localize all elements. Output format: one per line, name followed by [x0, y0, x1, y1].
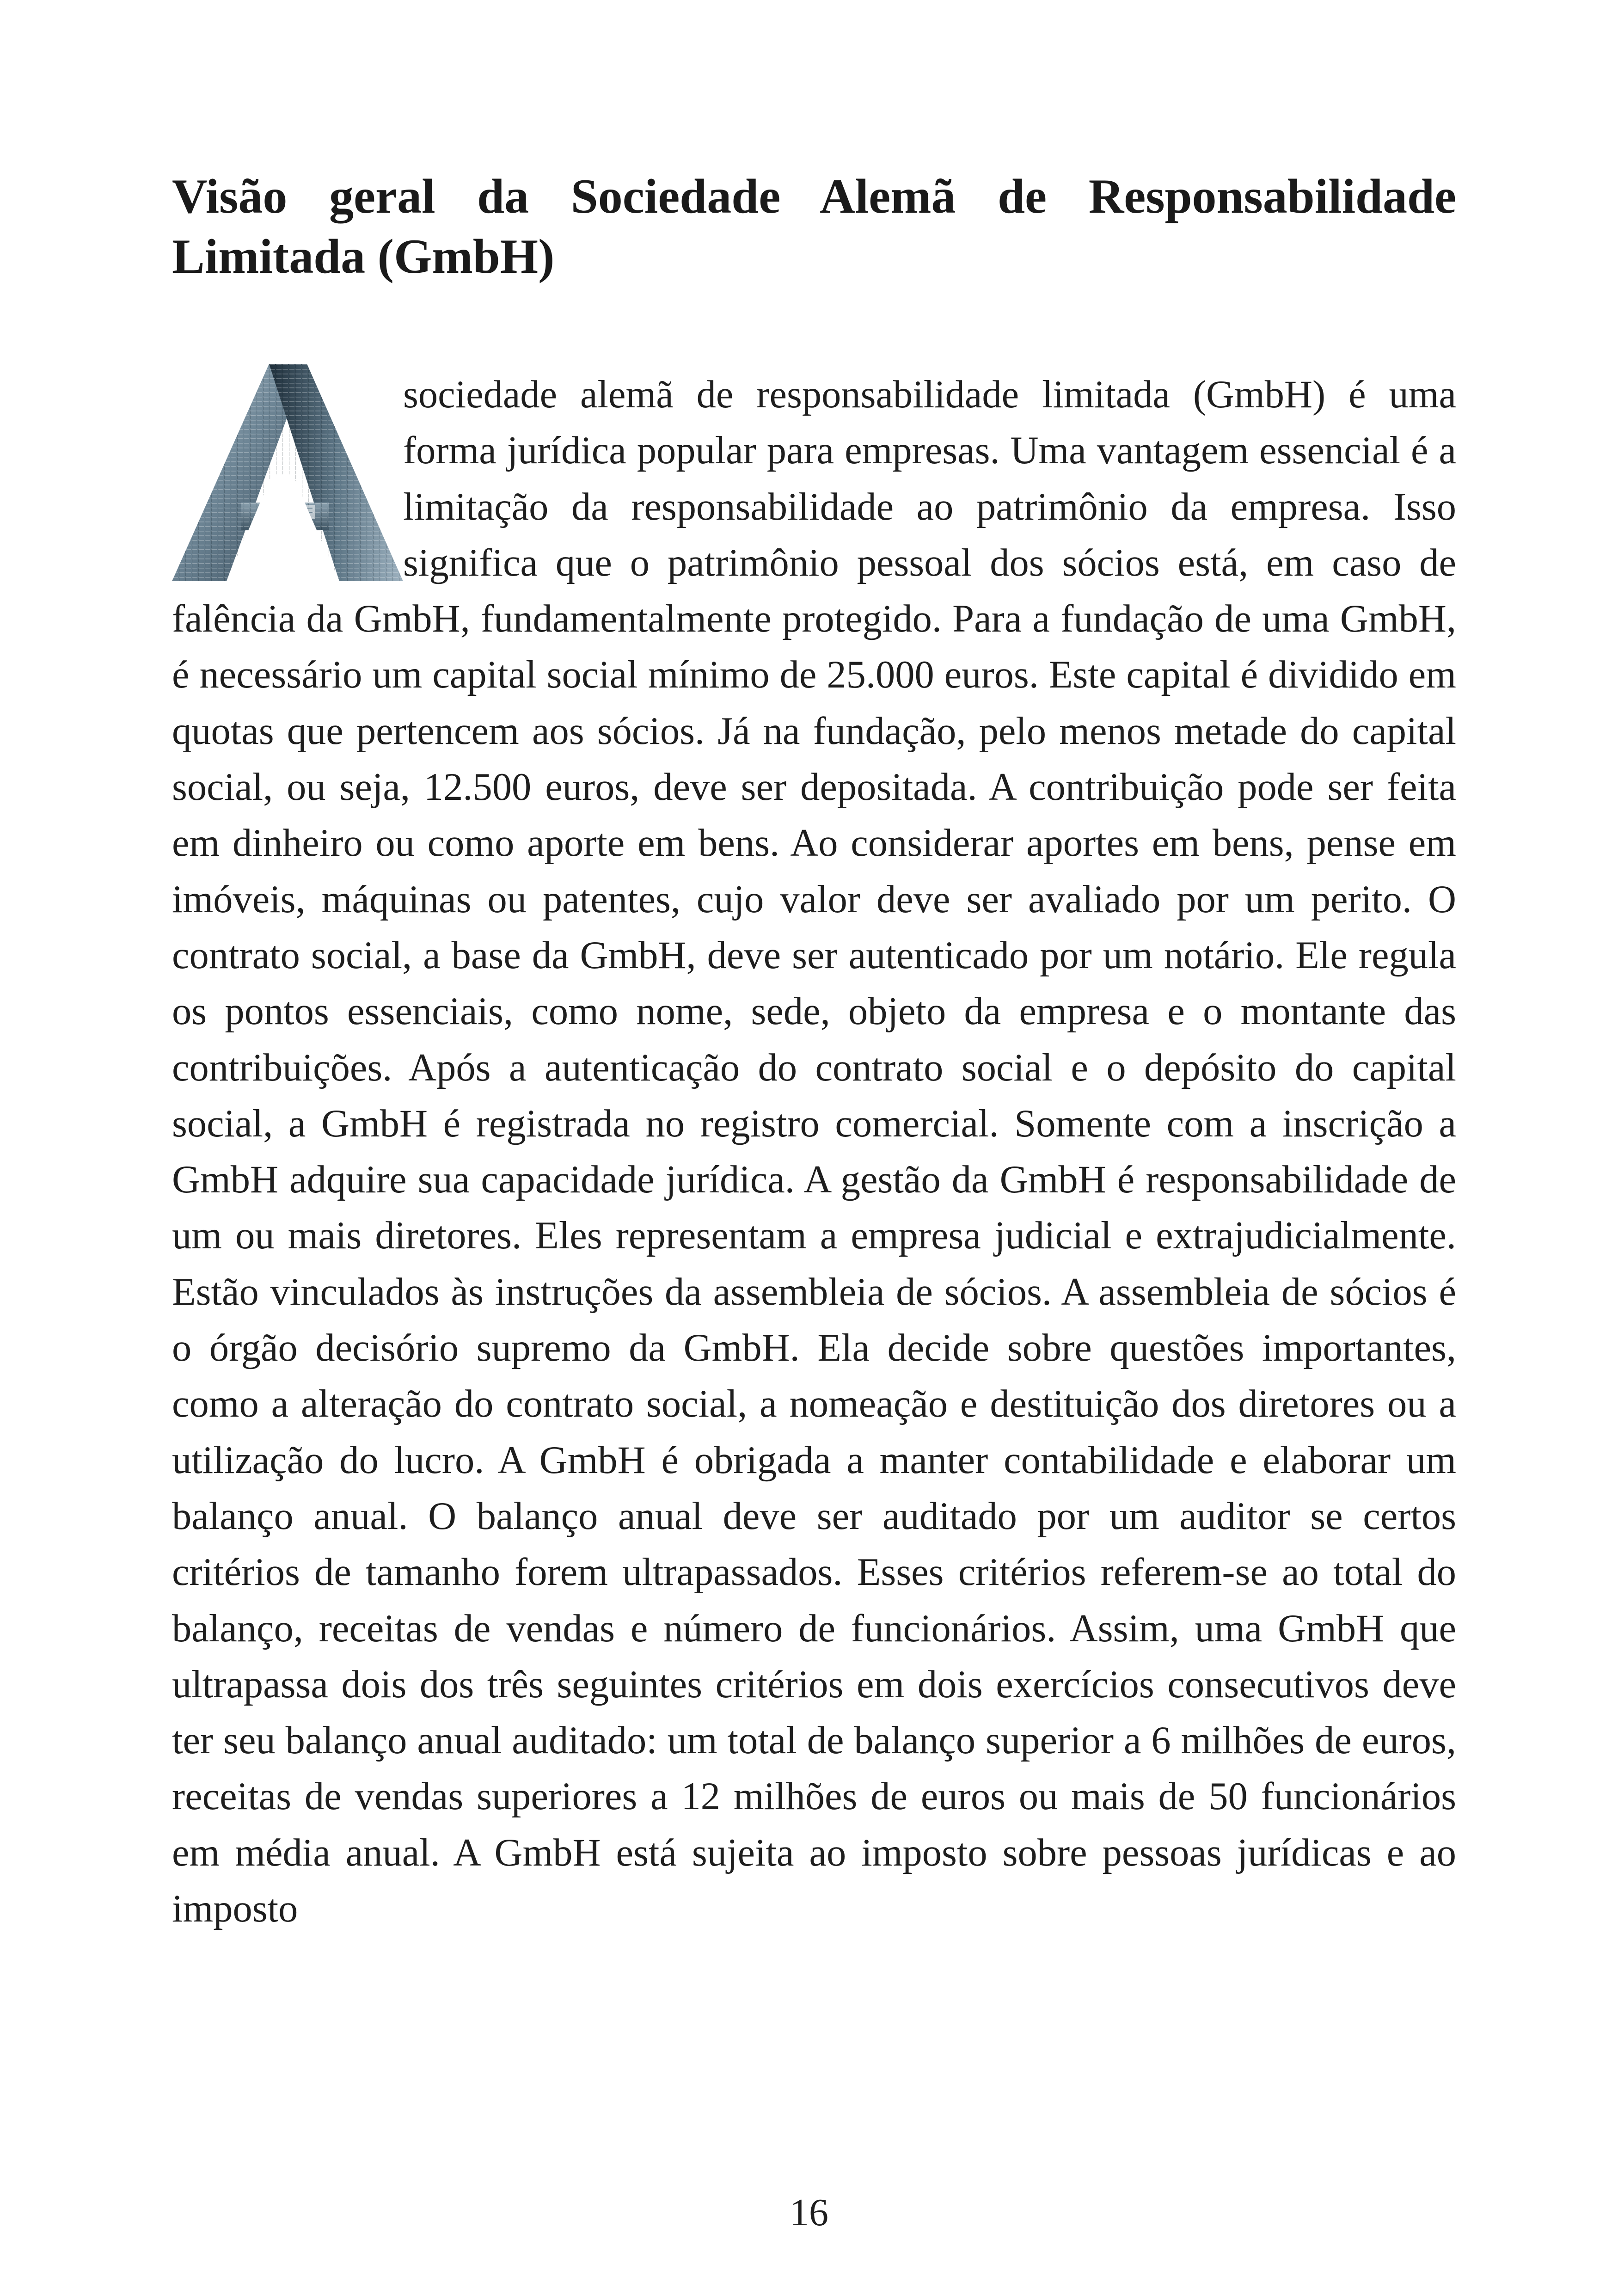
page-number: 16	[790, 2191, 828, 2234]
paragraph-text: sociedade alemã de responsabilidade limitada (GmbH) é uma forma jurídica popular para empresas. Uma vantagem essencial é a limitação da responsabilidade ao patrimônio da empresa. Isso significa que o patrimônio pessoal dos sócios está, em caso de falência da GmbH, fundamentalmente protegido. Para a fundação de uma GmbH, é necessário um capital social mínimo de 25.000 euros. Este capital é dividido em quotas que pertencem aos sócios. Já na fundação, pelo menos metade do capital social, ou seja, 12.500 euros, deve ser depositada. A contribuição pode ser feita em dinheiro ou como aporte em bens. Ao considerar aportes em bens, pense em imóveis, máquinas ou patentes, cujo valor deve ser avaliado por um perito. O contrato social, a base da GmbH, deve ser autenticado por um notário. Ele regula os pontos essenciais, como nome, sede, objeto da empresa e o montante das contribuições. Após a autenticação do contrato social e o depósito do capital social, a GmbH é registrada no registro comercial. Somente com a inscrição a GmbH adquire sua capacidade jurídica. A gestão da GmbH é responsabilidade de um ou mais diretores. Eles representam a empresa judicial e extrajudicialmente. Estão vinculados às instruções da assembleia de sócios. A assembleia de sócios é o órgão decisório supremo da GmbH. Ela decide sobre questões importantes, como a alteração do contrato social, a nomeação e destituição dos diretores ou a utilização do lucro. A GmbH é obrigada a manter contabilidade e elaborar um balanço anual. O balanço anual deve ser auditado por um auditor se certos critérios de tamanho forem ultrapassados. Esses critérios referem-se ao total do balanço, receitas de vendas e número de funcionários. Assim, uma GmbH que ultrapassa dois dos três seguintes critérios em dois exercícios consecutivos deve ter seu balanço anual auditado: um total de balanço superior a 6 milhões de euros, receitas de vendas superiores a 12 milhões de euros ou mais de 50 funcionários em média anual. A GmbH está sujeita ao imposto sobre pessoas jurídicas e ao imposto	[172, 373, 1456, 1931]
chapter-title: Visão geral da Sociedade Alemã de Responsabilidade Limitada (GmbH)	[172, 169, 1456, 283]
skyscraper-letter-a-image	[172, 364, 403, 588]
body-paragraph	[172, 367, 1456, 1937]
